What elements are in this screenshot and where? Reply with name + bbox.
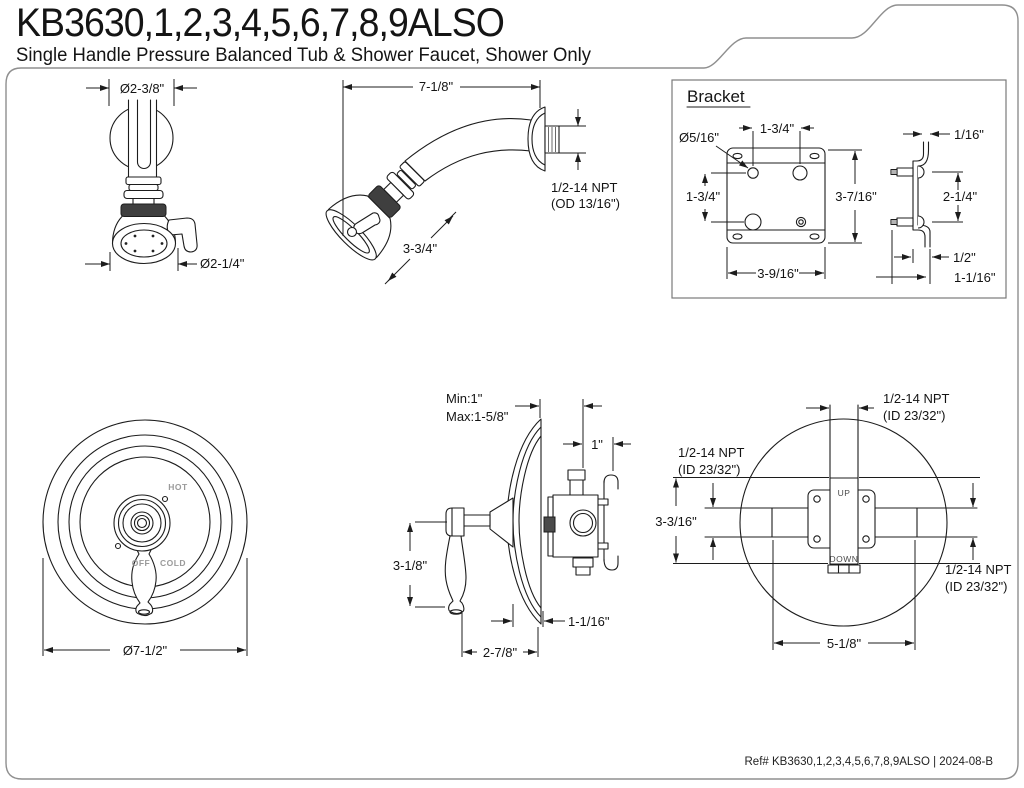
dim-trim-plate-dia: Ø7-1/2"	[122, 643, 168, 658]
dim-port-height: 3-3/16"	[655, 514, 697, 529]
dim-head-length: 3-3/4"	[402, 241, 438, 256]
bracket-box-title: Bracket	[687, 87, 745, 106]
dim-thread-spec-line1: 1/2-14 NPT	[551, 180, 618, 195]
dim-arm-length: 7-1/8"	[418, 79, 454, 94]
dim-bracket-offset-small: 1/2"	[953, 250, 976, 265]
figure-rough-in	[655, 391, 1011, 651]
dim-bracket-hole-dia: Ø5/16"	[679, 130, 720, 145]
dim-bracket-plate-width: 3-9/16"	[757, 266, 799, 281]
dim-bracket-hole-spacing-v: 1-3/4"	[685, 189, 721, 204]
label-hot: HOT	[168, 482, 188, 492]
figure-valve-side	[393, 391, 631, 660]
dim-npt-right-line2: (ID 23/32")	[945, 579, 1008, 594]
dim-valve-max: Max:1-5/8"	[446, 409, 509, 424]
dim-npt-right-line1: 1/2-14 NPT	[945, 562, 1012, 577]
dim-valve-min: Min:1"	[446, 391, 483, 406]
dim-bracket-offset-large: 1-1/16"	[954, 270, 996, 285]
figure-bracket	[672, 80, 1006, 298]
dim-bracket-thickness: 1/16"	[954, 127, 984, 142]
dim-rough-in-width: 5-1/8"	[826, 636, 862, 651]
label-down: DOWN	[829, 554, 859, 564]
dim-valve-total-depth: 2-7/8"	[482, 645, 518, 660]
label-off: OFF	[131, 558, 151, 568]
dim-head-face-dia: Ø2-1/4"	[200, 256, 245, 271]
label-up: UP	[837, 488, 851, 498]
dim-valve-offset: 1-1/16"	[568, 614, 610, 629]
dim-valve-depth1: 1"	[591, 437, 603, 452]
page-title: KB3630,1,2,3,4,5,6,7,8,9ALSO	[16, 1, 504, 45]
dim-thread-spec-line2: (OD 13/16")	[551, 196, 620, 211]
figure-showerhead-side	[320, 79, 620, 284]
dim-head-top-dia: Ø2-3/8"	[119, 81, 165, 96]
label-cold: COLD	[159, 558, 187, 568]
dim-valve-handle-length: 3-1/8"	[392, 558, 428, 573]
page-subtitle: Single Handle Pressure Balanced Tub & Shower Faucet, Shower Only	[16, 45, 592, 66]
dim-bracket-hole-spacing-h: 1-3/4"	[759, 121, 795, 136]
footer-ref: Ref# KB3630,1,2,3,4,5,6,7,8,9ALSO | 2024-08-B	[744, 756, 993, 768]
dim-npt-top-line2: (ID 23/32")	[883, 408, 946, 423]
figure-trim-front	[43, 420, 247, 658]
dim-npt-left-line2: (ID 23/32")	[678, 462, 741, 477]
dim-bracket-plate-height: 3-7/16"	[835, 189, 877, 204]
dim-npt-top-line1: 1/2-14 NPT	[883, 391, 950, 406]
figure-showerhead-front	[85, 79, 245, 271]
dim-bracket-stud-spacing: 2-1/4"	[942, 189, 978, 204]
dim-npt-left-line1: 1/2-14 NPT	[678, 445, 745, 460]
